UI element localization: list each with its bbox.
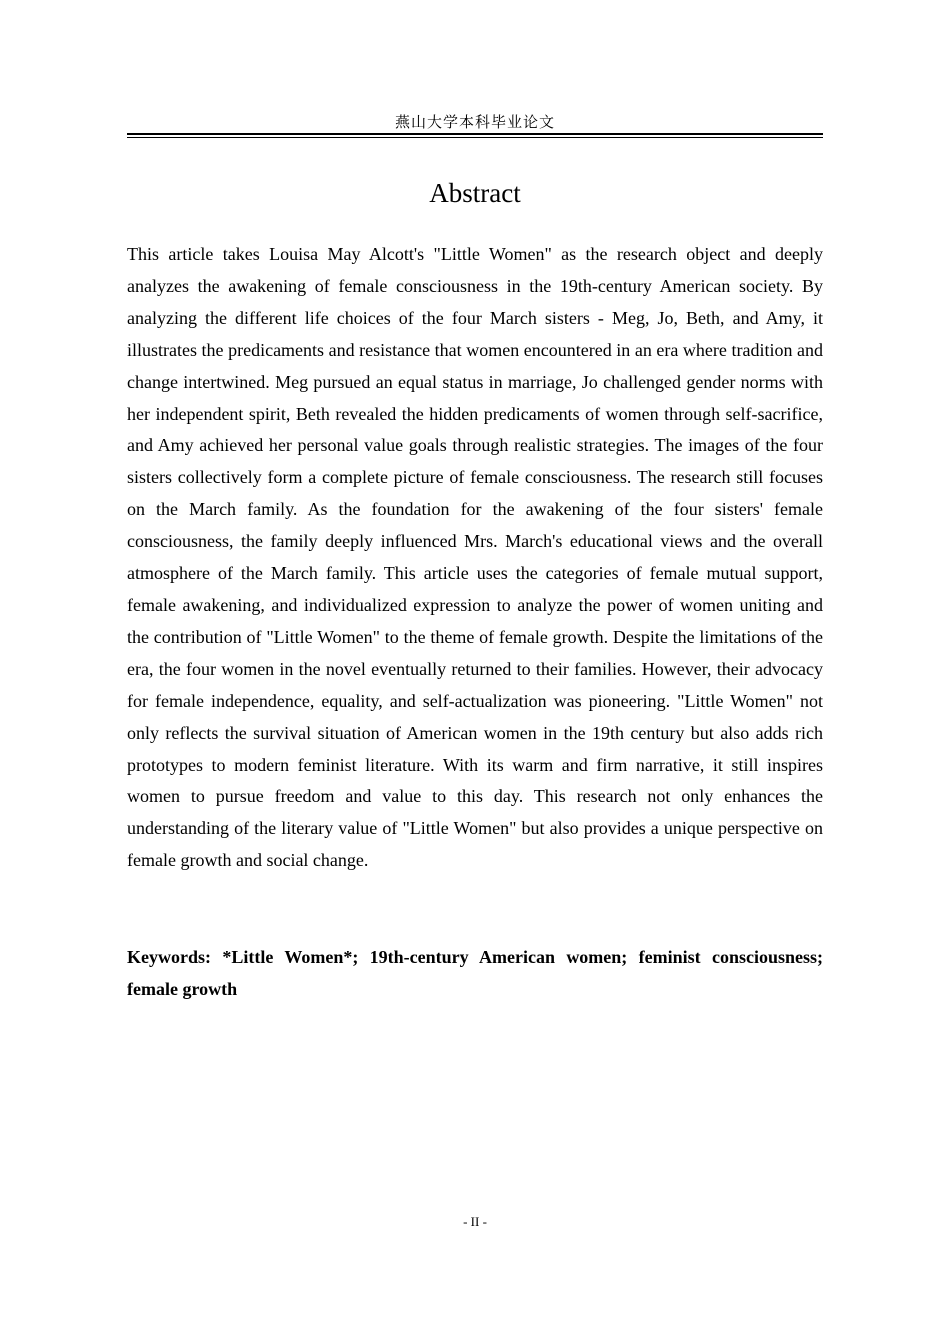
header-title: 燕山大学本科毕业论文 — [394, 115, 555, 131]
keywords: Keywords: *Little Women*; 19th-century American women; feminist consciousness; female growth — [127, 947, 823, 999]
abstract-heading: Abstract — [429, 178, 521, 208]
header-rule-thick — [127, 133, 823, 135]
header-rule-thin — [127, 137, 823, 138]
page-number: - II - — [463, 1214, 487, 1229]
page-header — [127, 113, 823, 139]
abstract-body: This article takes Louisa May Alcott's "Little Women" as the research object and deeply analyzes the awakening of female consciousness in the 19th-century American society. By analyzing the different life choices of the four March sisters - Meg, Jo, Beth, and Amy, it illustrates the predicaments and resistance that women encountered in an era where tradition and change intertwined. Meg pursued an equal status in marriage, Jo challenged gender norms with her independent spirit, Beth revealed the hidden predicaments of women through self-sacrifice, and Amy achieved her personal value goals through realistic strategies. The images of the four sisters collectively form a complete picture of female consciousness. The research still focuses on the March family. As the foundation for the awakening of the four sisters' female consciousness, the family deeply influenced Mrs. March's educational views and the overall atmosphere of the March family. This article uses the categories of female mutual support, female awakening, and individualized expression to analyze the power of women uniting and the contribution of "Little Women" to the theme of female growth. Despite the limitations of the era, the four women in the novel eventually returned to their families. However, their advocacy for female independence, equality, and self-actualization was pioneering. "Little Women" not only reflects the survival situation of American women in the 19th century but also adds rich prototypes to modern feminist literature. With its warm and firm narrative, it still inspires women to pursue freedom and value to this day. This research not only enhances the understanding of the literary value of "Little Women" but also provides a unique perspective on female growth and social change. — [127, 244, 823, 871]
